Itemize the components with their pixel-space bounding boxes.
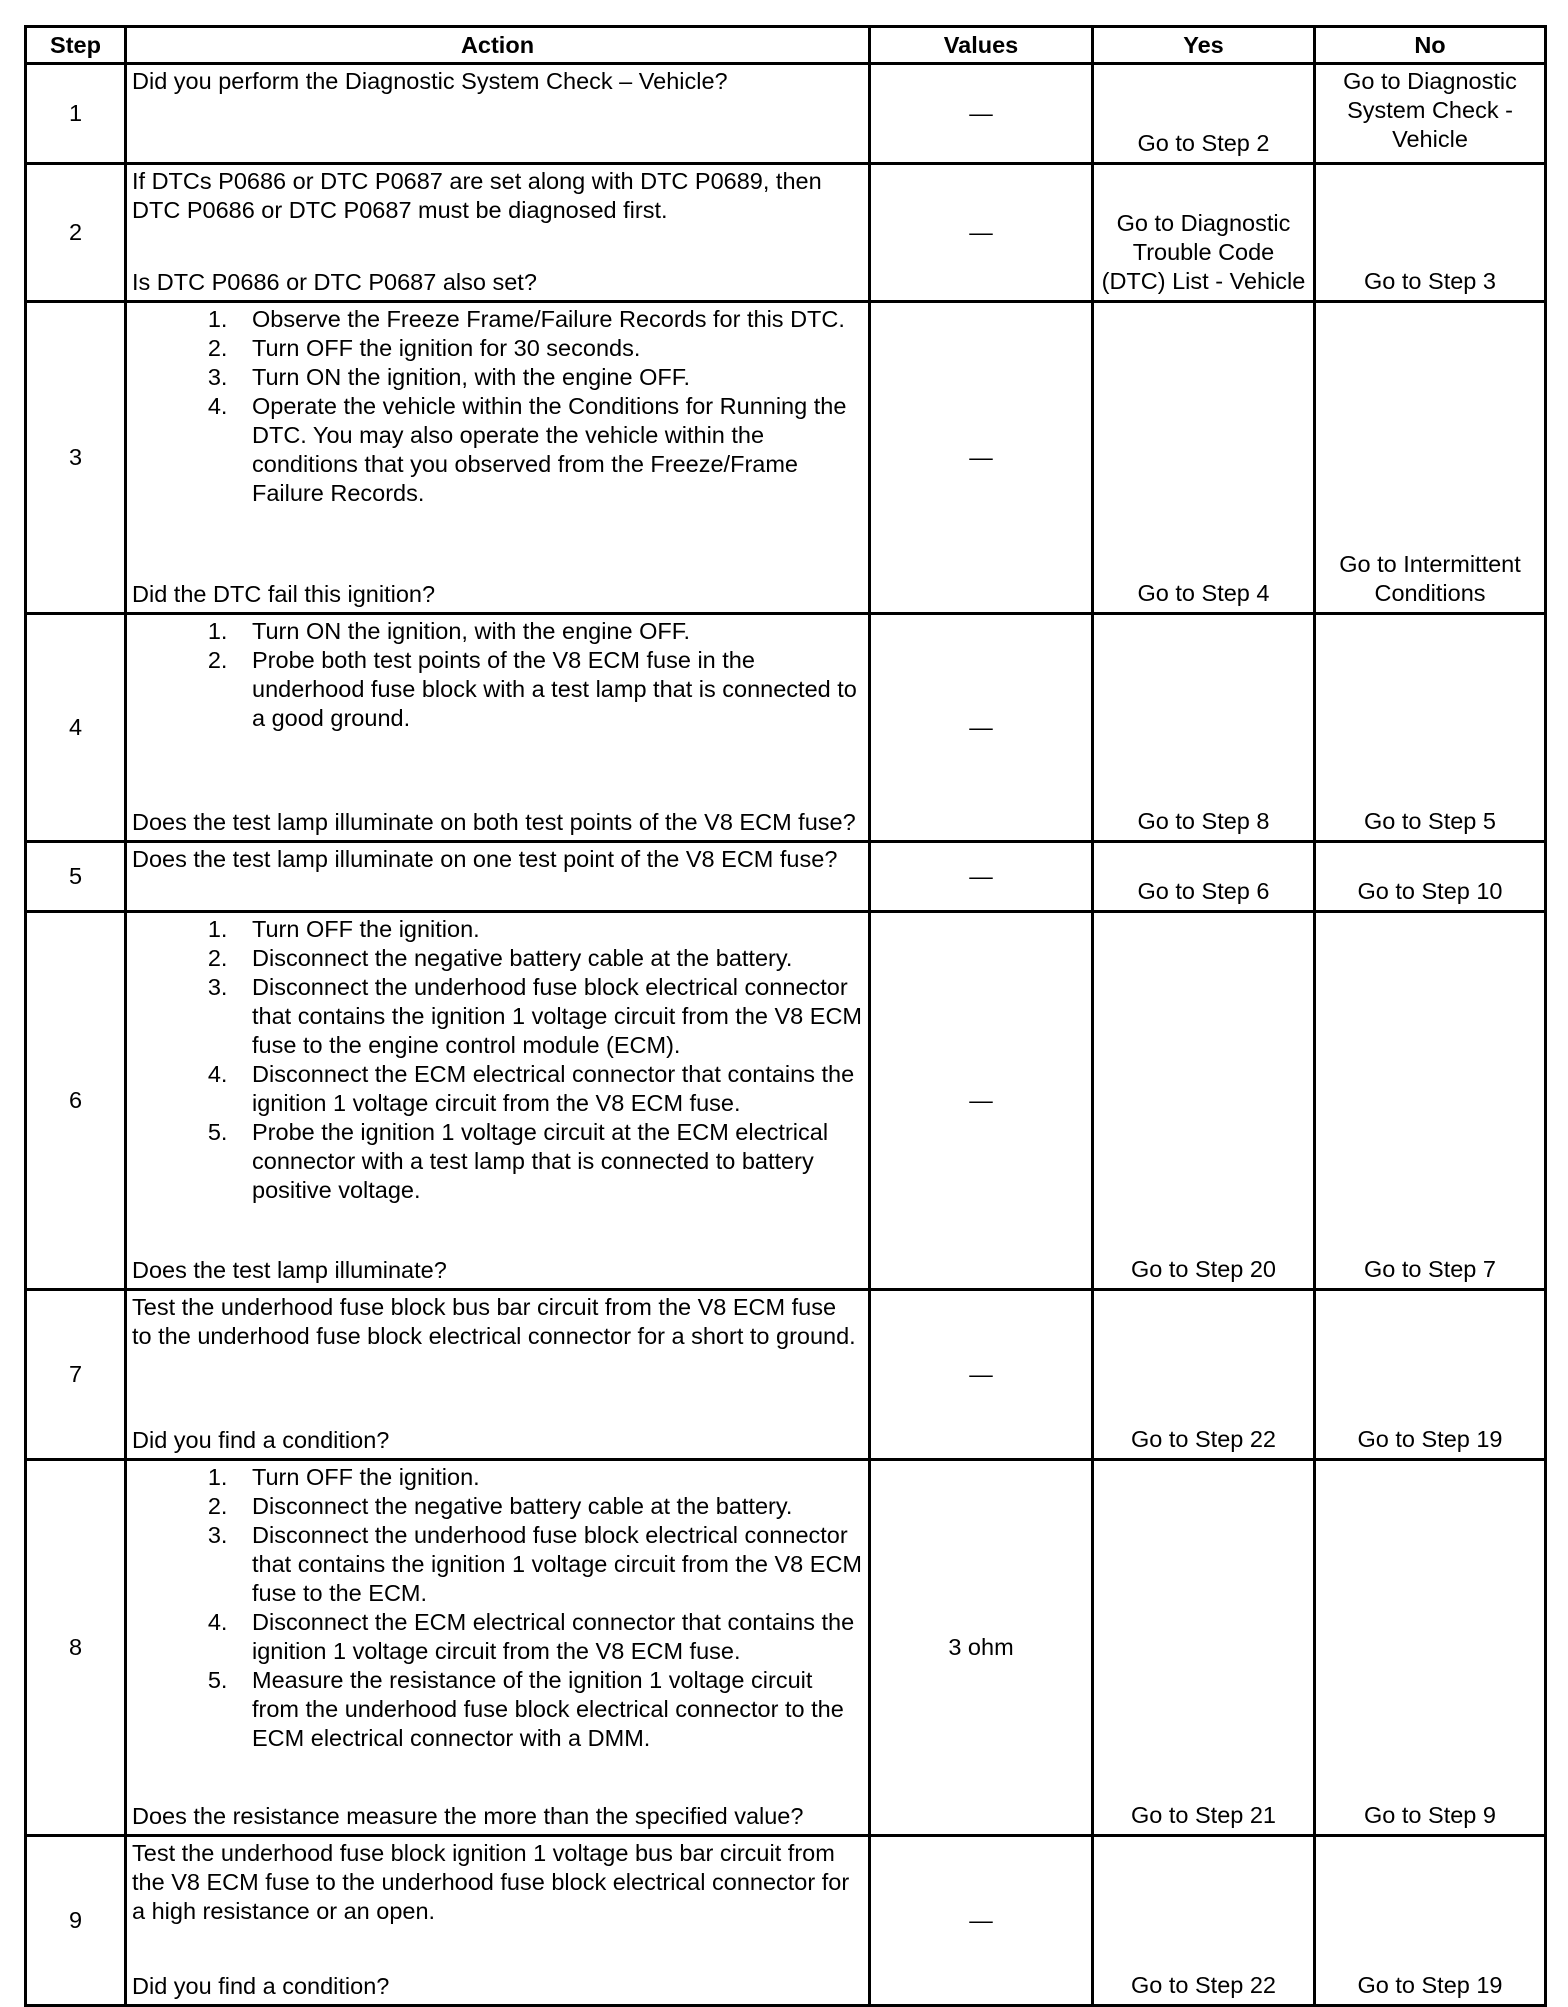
value-cell: 3 ohm (870, 1460, 1093, 1836)
table-row (26, 1290, 1546, 1460)
no-cell: Go to Intermittent Conditions (1315, 302, 1546, 614)
yes-cell: Go to Step 22 (1093, 1836, 1315, 2006)
action-cell (126, 302, 870, 614)
value-cell: — (870, 614, 1093, 842)
procedure-step: 1. Turn OFF the ignition. (234, 915, 862, 944)
step-number: 6 (26, 912, 126, 1290)
action-text: Test the underhood fuse block ignition 1 voltage bus bar circuit from the V8 ECM fuse to the underhood fuse block electrical connector for a high resistance or an open. (132, 1840, 850, 1924)
step-number: 4 (26, 614, 126, 842)
action-cell (126, 912, 870, 1290)
value-cell: — (870, 1290, 1093, 1460)
procedure-step: 3. Disconnect the underhood fuse block electrical connector that contains the ignition 1 voltage circuit from the V8 ECM fuse to the engine control module (ECM). (234, 973, 862, 1060)
header-yes: Yes (1093, 27, 1315, 64)
procedure-list (132, 617, 862, 733)
yes-cell: Go to Step 20 (1093, 912, 1315, 1290)
yes-cell: Go to Step 4 (1093, 302, 1315, 614)
action-question: Did you find a condition? (132, 1427, 390, 1453)
value-cell: — (870, 842, 1093, 912)
action-cell (126, 64, 870, 164)
header-no: No (1315, 27, 1546, 64)
table-row (26, 842, 1546, 912)
step-number: 7 (26, 1290, 126, 1460)
action-text: If DTCs P0686 or DTC P0687 are set along with DTC P0689, then DTC P0686 or DTC P0687 must be diagnosed first. (132, 168, 822, 223)
action-question: Does the test lamp illuminate on both test points of the V8 ECM fuse? (132, 809, 856, 835)
no-cell: Go to Step 10 (1315, 842, 1546, 912)
action-cell (126, 164, 870, 302)
procedure-step: 3. Disconnect the underhood fuse block electrical connector that contains the ignition 1 voltage circuit from the V8 ECM fuse to the ECM. (234, 1521, 862, 1608)
action-text: Did you perform the Diagnostic System Check – Vehicle? (132, 68, 728, 94)
table-row (26, 614, 1546, 842)
procedure-step: 3. Turn ON the ignition, with the engine OFF. (234, 363, 862, 392)
yes-cell: Go to Diagnostic Trouble Code (DTC) List - Vehicle (1093, 164, 1315, 302)
no-cell: Go to Step 19 (1315, 1836, 1546, 2006)
table-row (26, 912, 1546, 1290)
action-question: Does the test lamp illuminate? (132, 1257, 447, 1283)
table-row (26, 64, 1546, 164)
action-cell (126, 842, 870, 912)
no-cell: Go to Step 9 (1315, 1460, 1546, 1836)
table-row (26, 302, 1546, 614)
step-number: 5 (26, 842, 126, 912)
step-number: 9 (26, 1836, 126, 2006)
value-cell: — (870, 64, 1093, 164)
table-row (26, 1836, 1546, 2006)
procedure-list (132, 305, 862, 508)
procedure-step: 5. Measure the resistance of the ignition 1 voltage circuit from the underhood fuse block electrical connector to the ECM electrical connector with a DMM. (234, 1666, 862, 1753)
action-cell (126, 1460, 870, 1836)
action-question: Did the DTC fail this ignition? (132, 581, 436, 607)
procedure-step: 2. Turn OFF the ignition for 30 seconds. (234, 334, 862, 363)
value-cell: — (870, 302, 1093, 614)
procedure-step: 1. Turn ON the ignition, with the engine OFF. (234, 617, 862, 646)
table-row (26, 164, 1546, 302)
procedure-step: 2. Disconnect the negative battery cable at the battery. (234, 1492, 862, 1521)
value-cell: — (870, 912, 1093, 1290)
procedure-list (132, 1463, 862, 1753)
action-cell (126, 1836, 870, 2006)
procedure-step: 5. Probe the ignition 1 voltage circuit at the ECM electrical connector with a test lamp that is connected to battery positive voltage. (234, 1118, 862, 1205)
procedure-step: 4. Disconnect the ECM electrical connector that contains the ignition 1 voltage circuit from the V8 ECM fuse. (234, 1608, 862, 1666)
action-text: Does the test lamp illuminate on one test point of the V8 ECM fuse? (132, 846, 838, 872)
step-number: 2 (26, 164, 126, 302)
no-cell: Go to Diagnostic System Check - Vehicle (1315, 64, 1546, 164)
no-cell: Go to Step 5 (1315, 614, 1546, 842)
step-number: 3 (26, 302, 126, 614)
yes-cell: Go to Step 8 (1093, 614, 1315, 842)
yes-cell: Go to Step 2 (1093, 64, 1315, 164)
table-row (26, 1460, 1546, 1836)
header-action: Action (126, 27, 870, 64)
procedure-step: 1. Observe the Freeze Frame/Failure Records for this DTC. (234, 305, 862, 334)
yes-cell: Go to Step 22 (1093, 1290, 1315, 1460)
procedure-step: 4. Operate the vehicle within the Conditions for Running the DTC. You may also operate the vehicle within the conditions that you observed from the Freeze/Frame Failure Records. (234, 392, 862, 508)
header-step: Step (26, 27, 126, 64)
value-cell: — (870, 164, 1093, 302)
step-number: 8 (26, 1460, 126, 1836)
no-cell: Go to Step 19 (1315, 1290, 1546, 1460)
yes-cell: Go to Step 6 (1093, 842, 1315, 912)
procedure-list (132, 915, 862, 1205)
action-cell (126, 614, 870, 842)
action-question: Did you find a condition? (132, 1973, 390, 1999)
procedure-step: 4. Disconnect the ECM electrical connector that contains the ignition 1 voltage circuit from the V8 ECM fuse. (234, 1060, 862, 1118)
header-row (26, 27, 1546, 64)
procedure-step: 1. Turn OFF the ignition. (234, 1463, 862, 1492)
procedure-step: 2. Disconnect the negative battery cable at the battery. (234, 944, 862, 973)
action-text: Test the underhood fuse block bus bar circuit from the V8 ECM fuse to the underhood fuse block electrical connector for a short to ground. (132, 1294, 856, 1349)
no-cell: Go to Step 7 (1315, 912, 1546, 1290)
value-cell: — (870, 1836, 1093, 2006)
header-values: Values (870, 27, 1093, 64)
step-number: 1 (26, 64, 126, 164)
action-cell (126, 1290, 870, 1460)
action-question: Does the resistance measure the more than the specified value? (132, 1803, 804, 1829)
diagnostic-table (24, 25, 1547, 2007)
no-cell: Go to Step 3 (1315, 164, 1546, 302)
yes-cell: Go to Step 21 (1093, 1460, 1315, 1836)
action-question: Is DTC P0686 or DTC P0687 also set? (132, 269, 537, 295)
procedure-step: 2. Probe both test points of the V8 ECM fuse in the underhood fuse block with a test lamp that is connected to a good ground. (234, 646, 862, 733)
table-body (26, 64, 1546, 2006)
